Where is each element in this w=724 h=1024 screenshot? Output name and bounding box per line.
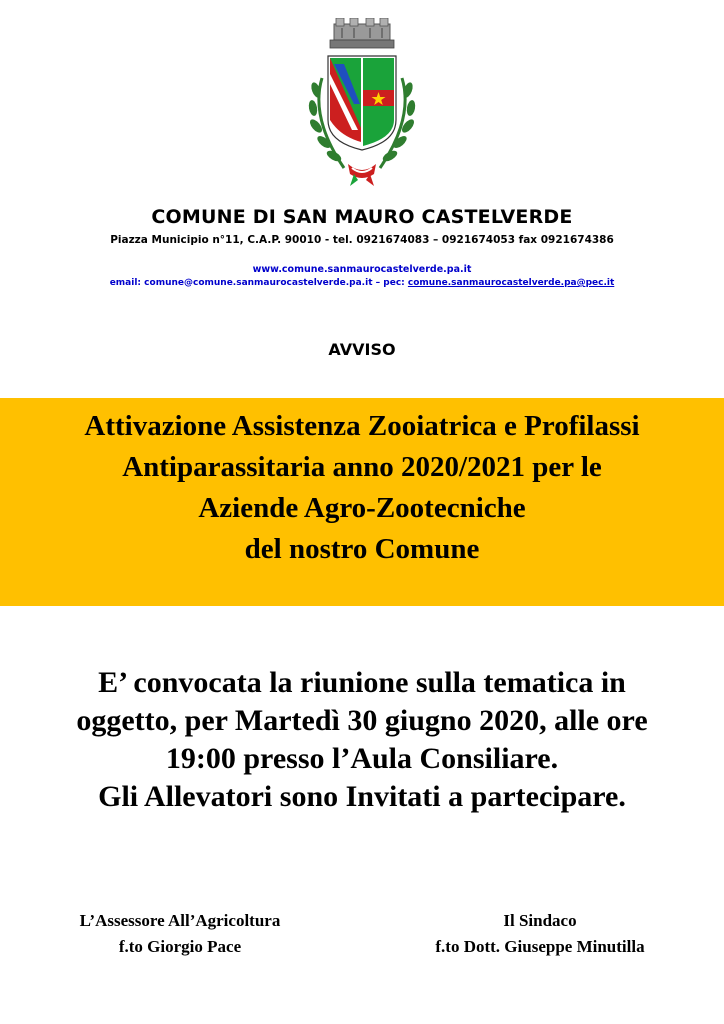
email-label: email:	[109, 278, 142, 288]
signature-assessor	[20, 908, 340, 960]
municipality-address: Piazza Municipio n°11, C.A.P. 90010 - tel. 0921674083 – 0921674053 fax 0921674386	[110, 234, 614, 246]
separator: –	[375, 278, 381, 288]
signature-name: f.to Giorgio Pace	[118, 937, 242, 956]
shield-icon	[328, 56, 396, 150]
notice-label: AVVISO	[328, 340, 396, 359]
body-line: Gli Allevatori sono Invitati a partecipare.	[98, 780, 626, 813]
notice-body	[0, 664, 724, 816]
title-line: Aziende Agro-Zootecniche	[198, 492, 526, 524]
notice-title	[0, 406, 724, 570]
title-line: del nostro Comune	[244, 533, 480, 565]
signature-name: f.to Dott. Giuseppe Minutilla	[435, 937, 645, 956]
signature-role: Il Sindaco	[503, 911, 577, 930]
signature-mayor	[370, 908, 710, 960]
title-banner	[0, 398, 724, 606]
pec-label: pec:	[383, 278, 405, 288]
crown-icon	[330, 18, 394, 48]
website-link[interactable]: www.comune.sanmaurocastelverde.pa.it	[252, 264, 472, 275]
municipal-crest-logo	[300, 18, 424, 186]
body-line: 19:00 presso l’Aula Consiliare.	[165, 742, 559, 775]
email-link[interactable]: comune@comune.sanmaurocastelverde.pa.it	[144, 278, 373, 288]
body-line: oggetto, per Martedì 30 giugno 2020, alle ore	[76, 704, 648, 737]
title-line: Attivazione Assistenza Zooiatrica e Profilassi	[84, 410, 640, 442]
title-line: Antiparassitaria anno 2020/2021 per le	[122, 451, 602, 483]
ribbon-icon	[348, 164, 376, 186]
signature-role: L’Assessore All’Agricoltura	[79, 911, 281, 930]
municipality-name: COMUNE DI SAN MAURO CASTELVERDE	[151, 206, 573, 228]
contact-line	[0, 278, 724, 288]
pec-link[interactable]: comune.sanmaurocastelverde.pa@pec.it	[407, 278, 615, 288]
body-line: E’ convocata la riunione sulla tematica in	[98, 666, 626, 699]
